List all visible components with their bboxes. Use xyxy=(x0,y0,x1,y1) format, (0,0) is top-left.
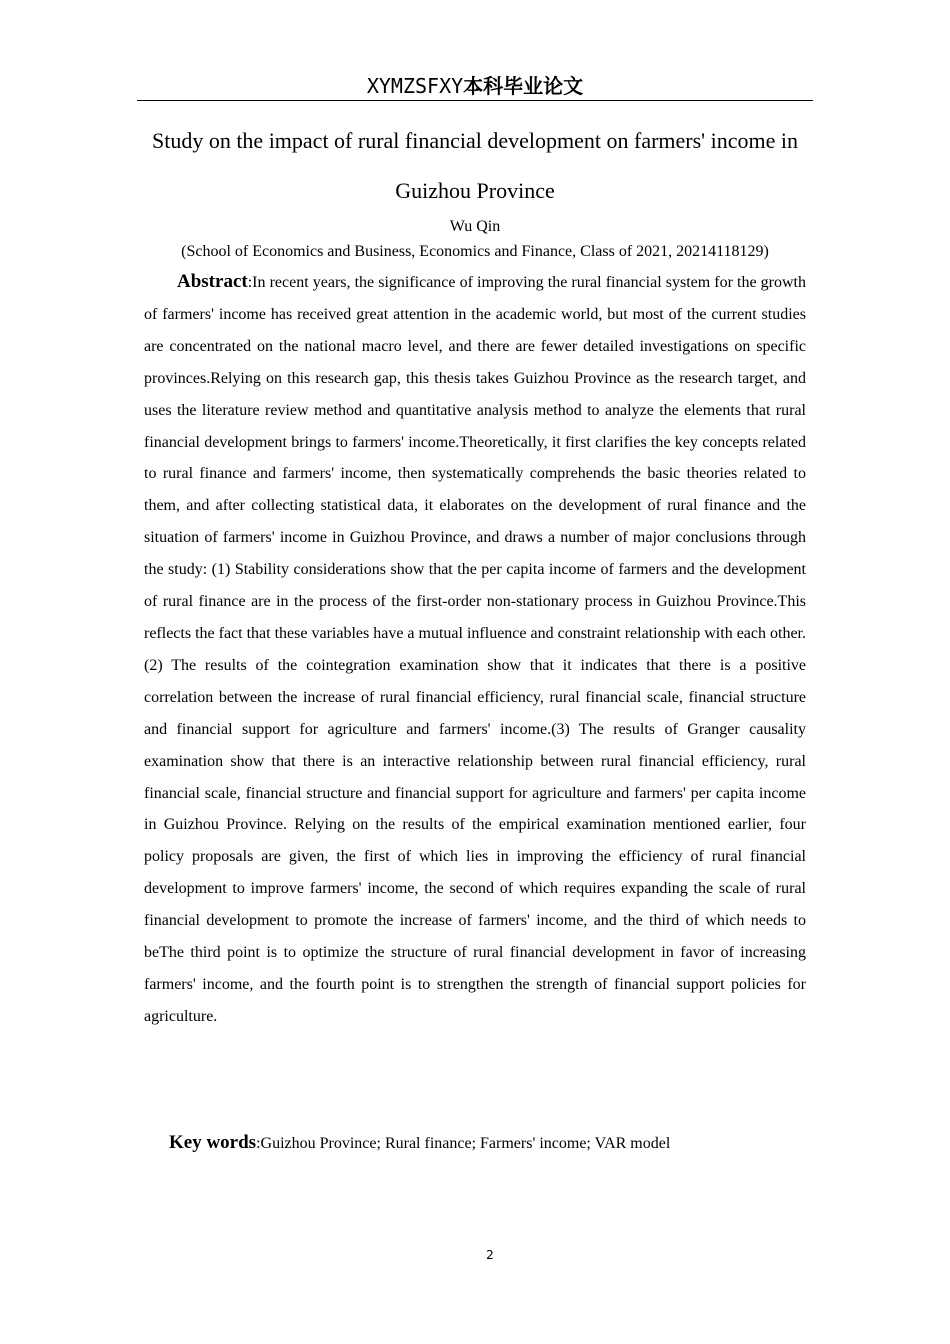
abstract-text: In recent years, the significance of improving the rural financial system for the growth of farmers' income has received great attention in the academic world, but most of the current studies are concentrated on the national macro level, and there are fewer detailed investigations on specific provinces.Relying on this research gap, this thesis takes Guizhou Province as the research target, and uses the literature review method and quantitative analysis method to analyze the elements that rural financial development brings to farmers' income.Theoretically, it first clarifies the key concepts related to rural finance and farmers' income, then systematically comprehends the basic theories related to them, and after collecting statistical data, it elaborates on the development of rural finance and the situation of farmers' income in Guizhou Province, and draws a number of major conclusions through the study: (1) Stability considerations show that the per capita income of farmers and the development of rural finance are in the process of the first-order non-stationary process in Guizhou Province.This reflects the fact that these variables have a mutual influence and constraint relationship with each other.(2) The results of the cointegration examination show that it indicates that there is a positive correlation between the increase of rural financial efficiency, rural financial scale, financial structure and financial support for agriculture and farmers' income.(3) The results of Granger causality examination show that there is an interactive relationship between rural financial efficiency, rural financial scale, financial structure and financial support for agriculture and farmers' per capita income in Guizhou Province. Relying on the results of the empirical examination mentioned earlier, four policy proposals are given, the first of which lies in improving the efficiency of rural financial development to improve farmers' income, the second of which requires expanding the scale of rural financial development to promote the increase of farmers' income, and the third of which needs to beThe third point is to optimize the structure of rural financial development in favor of increasing farmers' income, and the fourth point is to strengthen the strength of financial support policies for agriculture. xyxy=(144,274,806,1025)
abstract-label: Abstract xyxy=(177,271,248,292)
header-subtitle: 本科毕业论文 xyxy=(463,74,584,98)
keywords-label: Key words xyxy=(169,1132,257,1153)
page-number: 2 xyxy=(486,1248,494,1262)
abstract-separator: : xyxy=(247,274,253,291)
header-code: XYMZSFXY xyxy=(366,74,464,98)
paper-title: Study on the impact of rural financial development on farmers' income in Guizhou Province xyxy=(151,128,799,203)
keywords-paragraph xyxy=(144,1128,806,1159)
keywords-text: Guizhou Province; Rural finance; Farmers' income; VAR model xyxy=(260,1135,671,1152)
author-affiliation: (School of Economics and Business, Economics and Finance, Class of 2021, 20214118129) xyxy=(181,243,769,260)
running-header xyxy=(137,72,813,101)
author-name: Wu Qin xyxy=(449,218,501,235)
keywords-separator: : xyxy=(256,1135,261,1152)
abstract-paragraph xyxy=(144,266,806,1033)
